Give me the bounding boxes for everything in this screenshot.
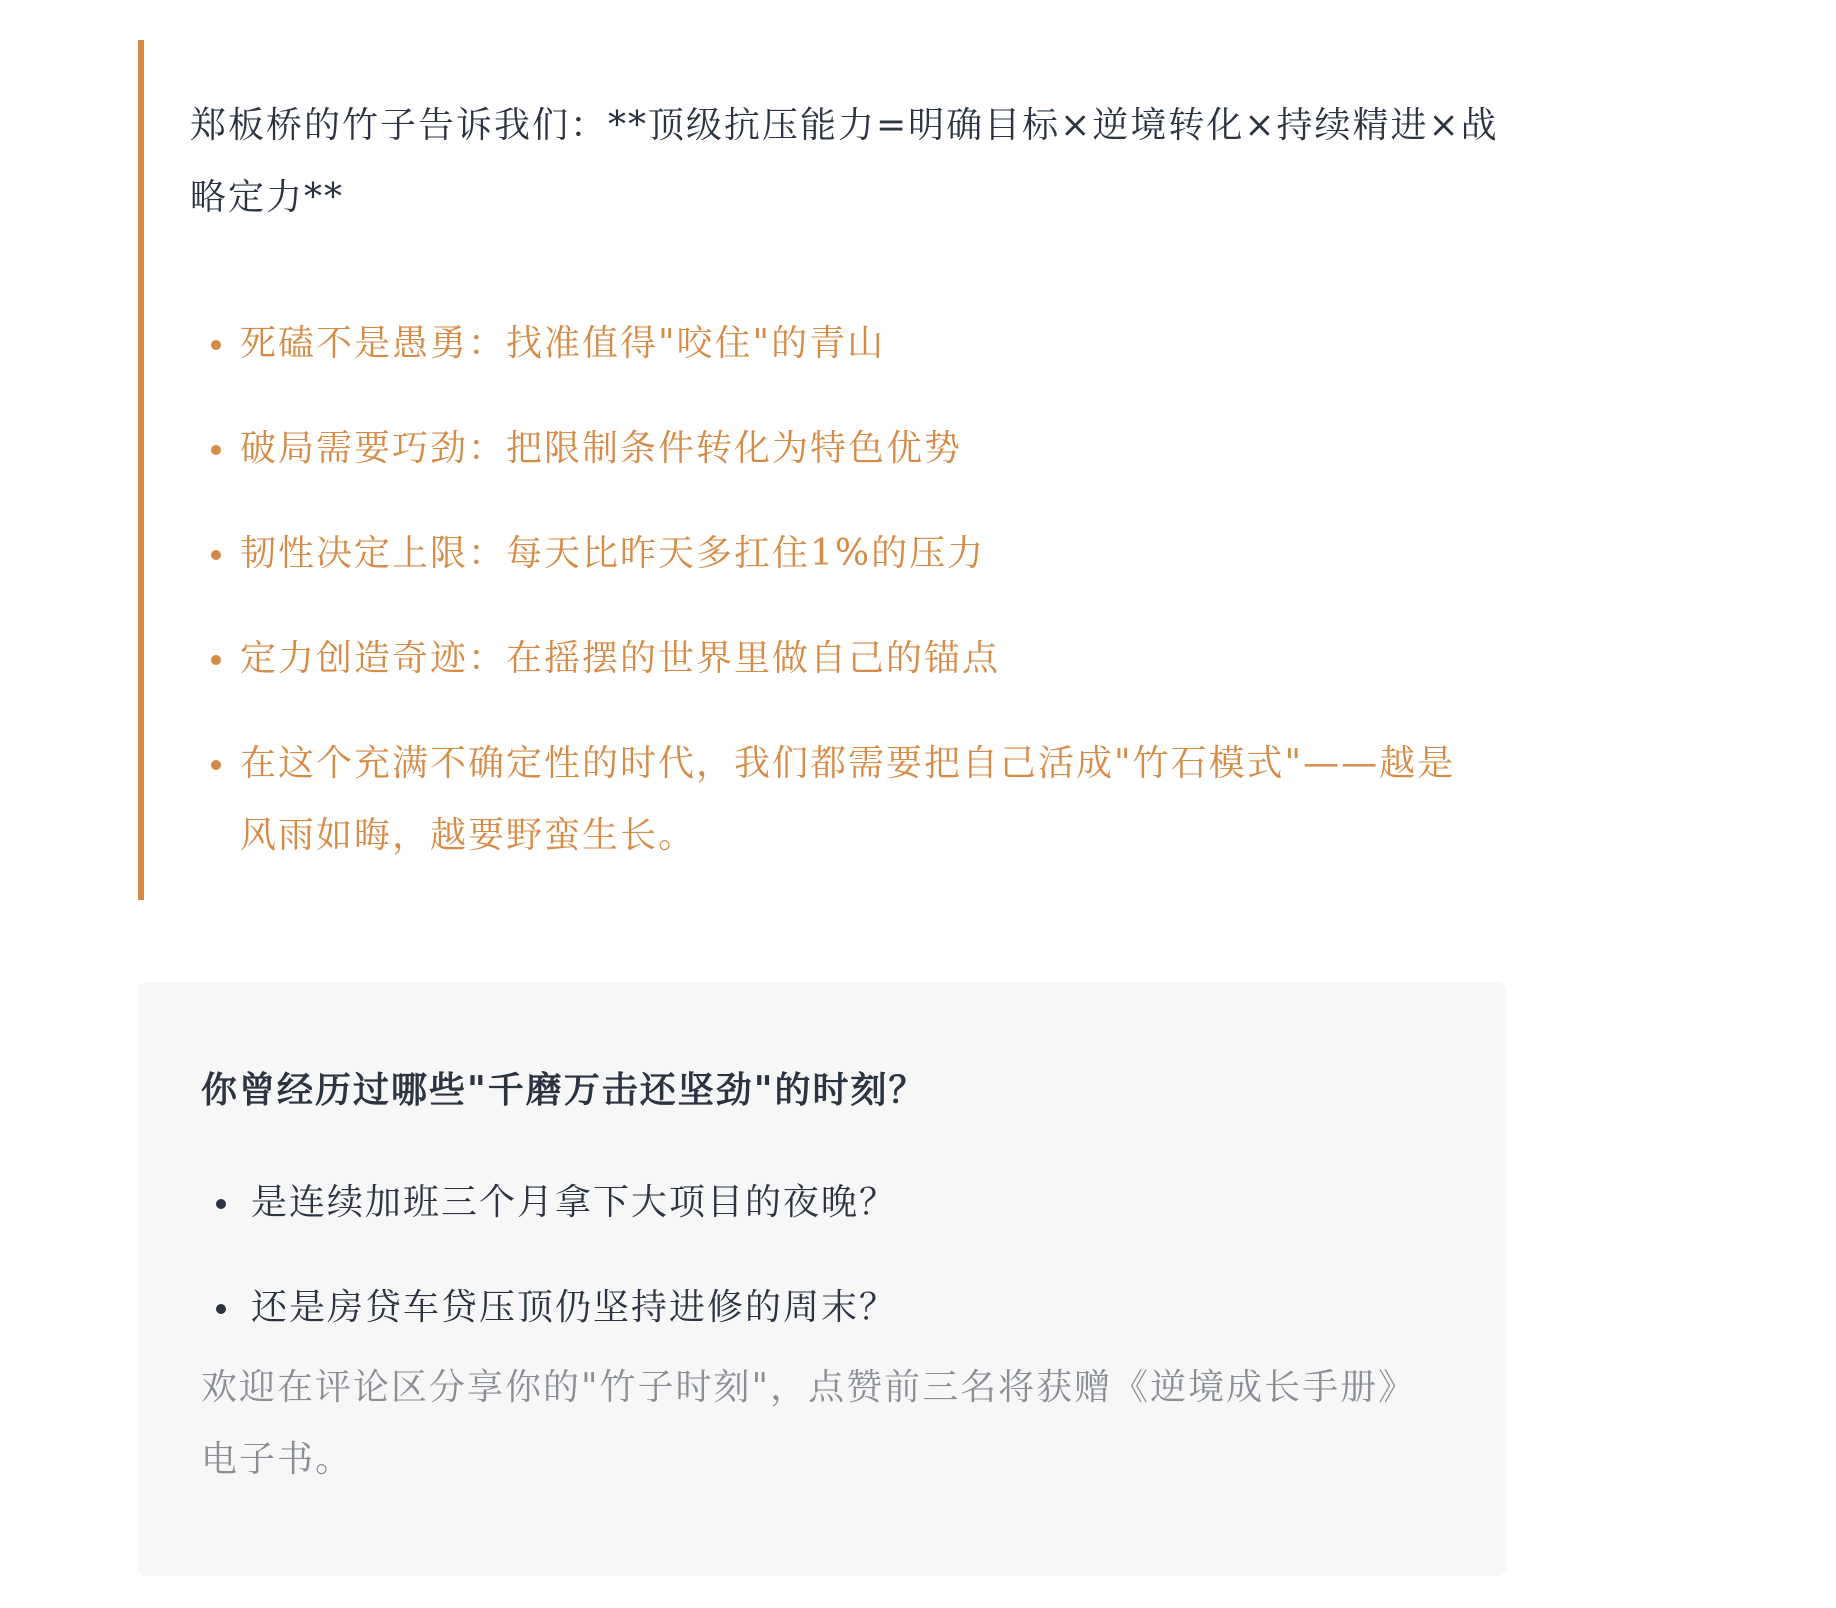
summary-blockquote [138, 40, 1508, 900]
comment-invitation-text: 欢迎在评论区分享你的"竹子时刻"，点赞前三名将获赠《逆境成长手册》电子书。 [201, 1367, 1399, 1480]
takeaway-item: 在这个充满不确定性的时代，我们都需要把自己活成"竹石模式"——越是风雨如晦，越要野蛮生长。 [190, 728, 1490, 872]
quote-lead-text: 郑板桥的竹子告诉我们：**顶级抗压能力=明确目标×逆境转化×持续精进×战略定力** [190, 105, 1499, 218]
takeaway-item: 韧性决定上限：每天比昨天多扛住1%的压力 [190, 518, 1490, 590]
example-item: 是连续加班三个月拿下大项目的夜晚？ [201, 1167, 1401, 1239]
example-item: 还是房贷车贷压顶仍坚持进修的周末？ [201, 1272, 1401, 1344]
discussion-prompt-box [138, 982, 1506, 1576]
discussion-question: 你曾经历过哪些"千磨万击还坚劲"的时刻？ [201, 1069, 927, 1111]
takeaway-item: 死磕不是愚勇：找准值得"咬住"的青山 [190, 308, 1490, 380]
takeaway-item: 破局需要巧劲：把限制条件转化为特色优势 [190, 413, 1490, 485]
takeaway-item: 定力创造奇迹：在摇摆的世界里做自己的锚点 [190, 623, 1490, 695]
